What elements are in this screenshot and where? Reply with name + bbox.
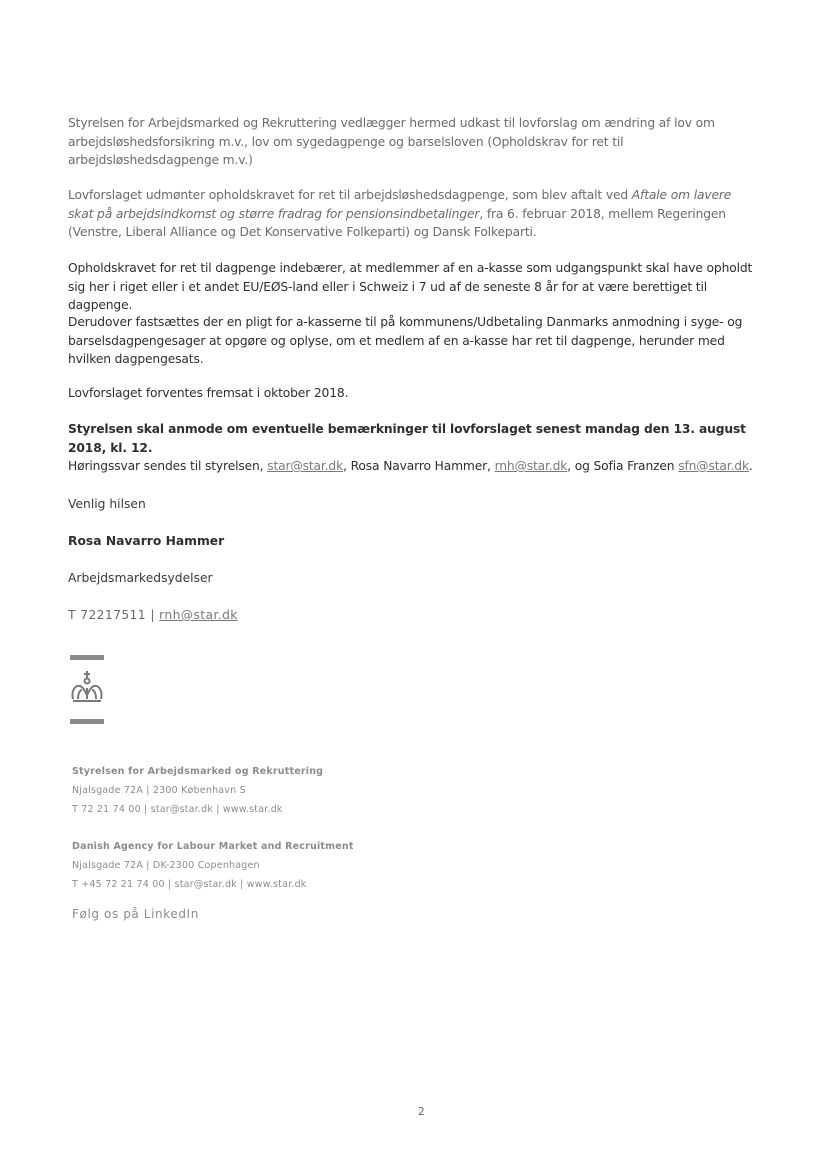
agreement-text-before: Lovforslaget udmønter opholdskravet for ret til arbejdsløshedsdagpenge, som blev aftalt ved	[68, 188, 632, 202]
intro-paragraph	[68, 114, 758, 170]
signer-phone: T 72217511 |	[68, 608, 160, 622]
hearing-end: .	[748, 459, 753, 473]
intro-text: Styrelsen for Arbejdsmarked og Rekruttering vedlægger hermed udkast til lovforslag om ændring af lov om arbejdsløshedsforsikring m.v., lov om sygedagpenge og barselsloven (Opholdskrav for ret til arbejdsløshedsdagpenge m.v.)	[68, 116, 715, 167]
agreement-paragraph	[68, 186, 758, 242]
hearing-contact-rnh: , Rosa Navarro Hammer,	[343, 459, 495, 473]
greeting: Venlig hilsen	[68, 497, 146, 511]
logo-top-bar	[70, 655, 104, 660]
linkedin-follow-link[interactable]: Følg os på LinkedIn	[72, 907, 199, 921]
sfn-email-link[interactable]: sfn@star.dk	[678, 459, 749, 473]
logo-bottom-bar	[70, 719, 104, 724]
page-number: 2	[418, 1106, 425, 1118]
royal-crown-icon	[70, 670, 104, 706]
deadline-text: Styrelsen skal anmode om eventuelle bemærkninger til lovforslaget senest mandag den 13. august 2018, kl. 12.	[68, 422, 746, 455]
footer-en-agency-name: Danish Agency for Labour Market and Recruitment	[72, 841, 354, 852]
footer-da-agency-name: Styrelsen for Arbejdsmarked og Rekruttering	[72, 766, 324, 777]
star-email-link[interactable]: star@star.dk	[267, 459, 344, 473]
agreement-text-after: , fra 6. februar 2018, mellem Regeringen (Venstre, Liberal Alliance og Det Konservative Folkeparti) og Dansk Folkeparti.	[68, 206, 726, 239]
residence-requirement-text: Opholdskravet for ret til dagpenge indebærer, at medlemmer af en a-kasse som udgangspunkt skal have opholdt sig her i riget eller i et andet EU/EØS-land eller i Schweiz i 7 ud af de seneste 8 år for at være berettiget til dagpenge.	[68, 261, 753, 312]
footer-en-contact: T +45 72 21 74 00 | star@star.dk | www.star.dk	[72, 879, 307, 890]
obligation-paragraph	[68, 313, 758, 369]
footer-en-address: Njalsgade 72A | DK-2300 Copenhagen	[72, 860, 260, 871]
hearing-contact-sfn: , og Sofia Franzen	[567, 459, 679, 473]
deadline-paragraph	[68, 420, 758, 476]
footer-da-contact: T 72 21 74 00 | star@star.dk | www.star.dk	[72, 804, 283, 815]
footer-english	[72, 837, 354, 894]
signer-name: Rosa Navarro Hammer	[68, 534, 225, 548]
hearing-text: Høringssvar sendes til styrelsen,	[68, 459, 268, 473]
footer-da-address: Njalsgade 72A | 2300 København S	[72, 785, 246, 796]
expected-submission-text: Lovforslaget forventes fremsat i oktober 2018.	[68, 386, 349, 400]
signer-email-link[interactable]: rnh@star.dk	[159, 608, 238, 622]
rnh-email-link[interactable]: rnh@star.dk	[494, 459, 568, 473]
footer-danish	[72, 762, 323, 819]
signer-unit: Arbejdsmarkedsydelser	[68, 571, 213, 585]
obligation-text: Derudover fastsættes der en pligt for a-kasserne til på kommunens/Udbetaling Danmarks anmodning i syge- og barselsdagpengesager at opgøre og oplyse, om et medlem af en a-kasse har ret til dagpenge, herunder med hvilken dagpengesats.	[68, 315, 743, 366]
agreement-title: Aftale om lavere skat på arbejdsindkomst og større fradrag for pensionsindbetalinger	[68, 188, 732, 221]
signer-contact	[68, 606, 238, 624]
expected-submission-paragraph	[68, 384, 758, 403]
residence-requirement-paragraph	[68, 259, 758, 315]
